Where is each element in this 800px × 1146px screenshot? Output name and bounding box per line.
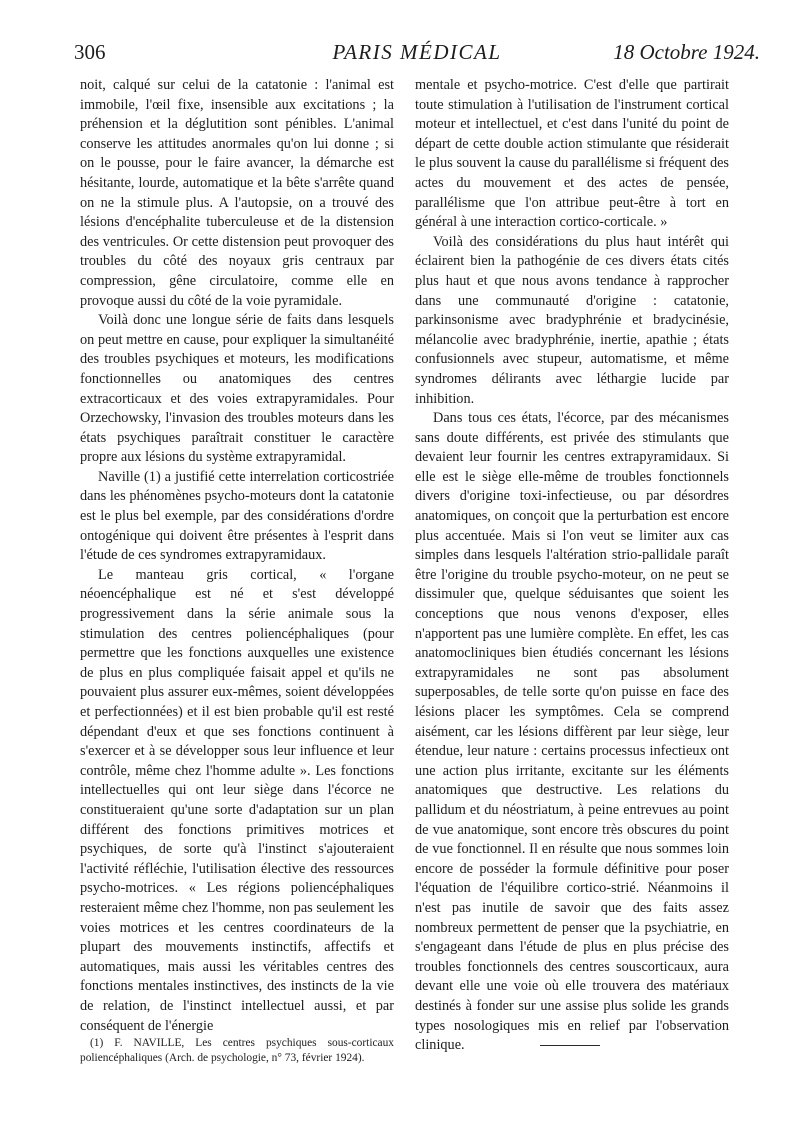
paragraph: Voilà des considérations du plus haut intérêt qui éclairent bien la pathogénie de ces divers états cités plus haut et que nous avons tendance à rapprocher dans une communauté d'origine : catatonie, parkinsonisme avec bradyphrénie et bradycinésie, mélancolie avec bradyphrénie, inertie, apathie ; états confusionnels avec stupeur, automatisme, et même syndromes délirants avec léthargie lucide par inhibition. xyxy=(415,233,729,407)
footnote xyxy=(80,1036,394,1065)
paragraph: Naville (1) a justifié cette interrelation corticostriée dans les phénomènes psycho-moteurs dont la catatonie est le plus bel exemple, par des considérations d'ordre ontogénique qui doivent être présentes à l'esprit dans l'étude de ces syndromes extrapyramidaux. xyxy=(80,468,394,564)
paragraph: noit, calqué sur celui de la catatonie : l'animal est immobile, l'œil fixe, insensible aux excitations ; la préhension et la déglutition sont pénibles. L'animal conserve les attitudes anormales qu'on lui donne ; si on le pousse, pour le faire avancer, la démarche est hésitante, lourde, automatique et la bête s'arrête quand on ne la stimule plus. A l'autopsie, on a trouvé des lésions d'encéphalite tuberculeuse et de la distension des ventricules. Or cette distension peut provoquer des troubles du côté des noyaux gris centraux par compression, gêne circulatoire, comme elle en provoque aussi du côté de la voie pyramidale. xyxy=(80,77,394,309)
page-number: 306 xyxy=(74,40,106,64)
end-rule-divider xyxy=(540,1045,600,1046)
right-column xyxy=(415,76,729,1056)
paragraph: Le manteau gris cortical, « l'organe néoencéphalique est né et s'est développé progressivement dans la série animale sous la stimulation des centres poliencéphaliques (pour permettre que les fonctions auxquelles une existence de plus en plus compliquée faisait appel et qu'ils ne pouvaient plus assurer eux-mêmes, soient développées et perfectionnées) et il est bien probable qu'il est resté dépendant d'eux et que ses fonctions continuent à s'exercer et à se développer sous leur influence et leur contrôle, même chez l'homme adulte ». Les fonctions intellectuelles qui ont leur siège dans l'écorce ne constitueraient qu'une sorte d'adaptation sur un plan différent des fonctions primitives motrices et psychiques, de sorte qu'à l'instinct s'ajouteraient l'activité réfléchie, l'utilisation élective des ressources psycho-motrices. « Les régions poliencéphaliques resteraient même chez l'homme, non pas seulement les voies motrices et les centres coordinateurs de la plupart des mouvements instinctifs, affectifs et automatiques, mais aussi les véritables centres des fonctions mentales instinctives, des instincts de la vie de relation, de l'instinct intellectuel aussi, et par conséquent de l'énergie xyxy=(80,566,394,1034)
paragraph: Voilà donc une longue série de faits dans lesquels on peut mettre en cause, pour expliquer la simultanéité des troubles psychiques et moteurs, les modifications fonctionnelles ou anatomiques des centres extracorticaux et des voies extrapyramidales. Pour Orzechowsky, l'invasion des troubles moteurs dans les états psychiques paraîtrait constituer le caractère propre aux lésions du système extrapyramidal. xyxy=(80,312,394,466)
paragraph: Dans tous ces états, l'écorce, par des mécanismes sans doute différents, est privée des stimulants que devaient leur fournir les centres extrapyramidaux. Si elle est le siège elle-même de troubles fonctionnels divers d'origine toxi-infectieuse, ou par désordres anatomiques, on conçoit que la perturbation est encore plus accentuée. Mais si l'on veut se limiter aux cas simples dans lesquels l'altération strio-pallidale paraît être l'origine du trouble psycho-moteur, on ne peut se dissimuler que, quelque séduisantes que soient les conceptions que nous venons d'exposer, elles n'apportent pas une lumière complète. En effet, les cas anatomocliniques bien étudiés concernant les lésions extrapyramidales ne sont pas absolument superposables, de telle sorte qu'on puisse en face des lésions placer les symptômes. Cela se comprend aisément, car les lésions diffèrent par leur siège, leur étendue, leur nature : certains processus infectieux ont une action plus irritante, excitante sur les éléments anatomiques que destructive. Les relations du pallidum et du néostriatum, à peine entrevues au point de vue anatomique, sont encore très obscures du point de vue fonctionnel. Il en résulte que nous sommes loin encore de posséder la formule définitive pour poser l'équation de l'équilibre cortico-strié. Néanmoins il n'est pas inutile de savoir que des faits assez nombreux permettent de penser que la psychiatrie, en s'engageant dans l'étude de plus en plus précise des troubles fonctionnels des centres souscorticaux, aura devant elle une voie où elle trouvera des matériaux destinés à fonder sur une assise plus solide les grands types nosologiques mis en relief par l'observation clinique. xyxy=(415,410,729,1054)
footnote-text: (1) F. NAVILLE, Les centres psychiques sous-corticaux poliencéphaliques (Arch. de psychologie, n° 73, février 1924). xyxy=(80,1037,394,1064)
journal-title: PARIS MÉDICAL xyxy=(332,40,502,64)
running-header xyxy=(74,40,760,70)
paragraph: mentale et psycho-motrice. C'est d'elle que partirait toute stimulation à l'utilisation de l'instrument cortical moteur et intellectuel, et c'est dans l'unité du point de départ de cette double action stimulante que résiderait le plus souvent la cause du parallélisme si fréquent des actes du mouvement et des actes de pensée, parallélisme que l'on attribue peut-être à tort en général à une interaction cortico-corticale. » xyxy=(415,77,729,231)
issue-date: 18 Octobre 1924. xyxy=(613,40,760,64)
left-column xyxy=(80,76,394,1036)
